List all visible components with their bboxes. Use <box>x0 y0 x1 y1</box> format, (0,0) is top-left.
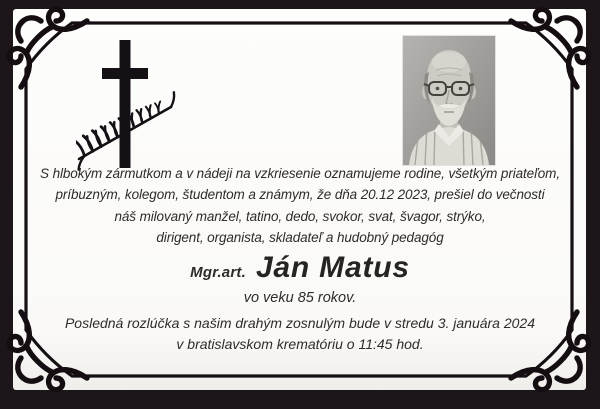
deceased-portrait-photo <box>403 36 495 165</box>
age-line: vo veku 85 rokov. <box>243 290 357 307</box>
farewell-line-2: v bratislavskom krematóriu o 11:45 hod. <box>176 335 424 352</box>
announcement-line-4: dirigent, organista, skladateľ a hudobný pedagóg <box>156 229 444 245</box>
deceased-name: Ján Matus <box>255 251 410 285</box>
deceased-name-line <box>28 251 572 285</box>
announcement-line-3: náš milovaný manžel, tatino, dedo, svokor, svat, švagor, strýko, <box>114 208 486 224</box>
farewell-block <box>28 313 572 354</box>
announcement-line-2: príbuzným, kolegom, študentom a známym, že dňa 20.12 2023, prešiel do večnosti <box>55 187 545 203</box>
obituary-text <box>28 163 572 354</box>
farewell-line-1: Posledná rozlúčka s našim drahým zosnulým bude v stredu 3. januára 2024 <box>64 315 536 332</box>
announcement-line-1: S hlbokým zármutkom a v nádeji na vzkriesenie oznamujeme rodine, všetkým priateľom, <box>40 166 560 181</box>
deceased-title: Mgr.art. <box>190 264 246 282</box>
cross-with-palm-branch-icon <box>76 28 186 173</box>
